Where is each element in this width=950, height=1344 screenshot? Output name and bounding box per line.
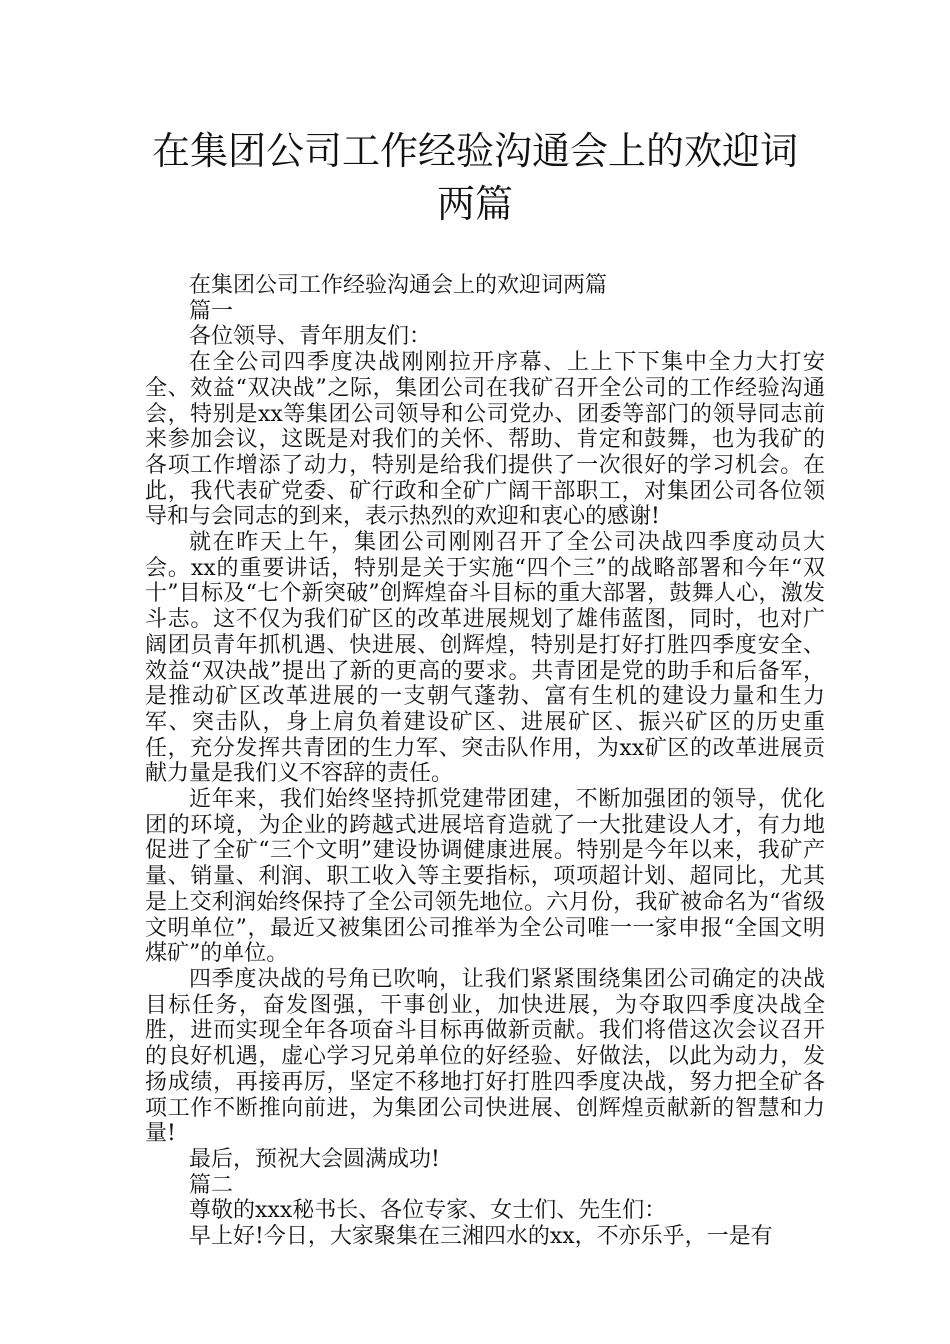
document-title: 在集团公司工作经验沟通会上的欢迎词两篇 [151, 129, 798, 226]
part-one-paragraph: 就在昨天上午，集团公司刚刚召开了全公司决战四季度动员大会。xx的重要讲话，特别是关于实施“四个三”的战略部署和今年“双十”目标及“七个新突破”创辉煌奋斗目标的重大部署，鼓舞人心，激发斗志。这不仅为我们矿区的改革进展规划了雄伟蓝图，同时，也对广阔团员青年抓机遇、快进展、创辉煌，特别是打好打胜四季度安全、效益“双决战”提出了新的更高的要求。共青团是党的助手和后备军，是推动矿区改革进展的一支朝气蓬勃、富有生机的建设力量和生力军、突击队，身上肩负着建设矿区、进展矿区、振兴矿区的历史重任，充分发挥共青团的生力军、突击队作用，为xx矿区的改革进展贡献力量是我们义不容辞的责任。 [145, 530, 825, 787]
part-one-paragraph: 四季度决战的号角已吹响，让我们紧紧围绕集团公司确定的决战目标任务，奋发图强，干事创业，加快进展，为夺取四季度决战全胜，进而实现全年各项奋斗目标再做新贡献。我们将借这次会议召开的良好机遇，虚心学习兄弟单位的好经验、好做法，以此为动力，发扬成绩，再接再厉，坚定不移地打好打胜四季度决战，努力把全矿各项工作不断推向前进，为集团公司快进展、创辉煌贡献新的智慧和力量! [145, 966, 825, 1147]
part-one-closing: 最后，预祝大会圆满成功! [189, 1146, 440, 1172]
part-two-salutation: 尊敬的xxx秘书长、各位专家、女士们、先生们： [189, 1198, 667, 1224]
part-two-opening: 早上好!今日，大家聚集在三湘四水的xx，不亦乐乎，一是有 [189, 1224, 773, 1250]
part-two-heading: 篇二 [189, 1172, 234, 1198]
part-one-paragraph: 近年来，我们始终坚持抓党建带团建，不断加强团的领导，优化团的环境，为企业的跨越式进展培育造就了一大批建设人才，有力地促进了全矿“三个文明”建设协调健康进展。特别是今年以来，我矿产量、销量、利润、职工收入等主要指标，项项超计划、超同比，尤其是上交利润始终保持了全公司领先地位。六月份，我矿被命名为“省级文明单位”，最近又被集团公司推举为全公司唯一一家申报“全国文明煤矿”的单位。 [145, 787, 825, 967]
part-one-paragraph: 在全公司四季度决战刚刚拉开序幕、上上下下集中全力大打安全、效益“双决战”之际，集团公司在我矿召开全公司的工作经验沟通会，特别是xx等集团公司领导和公司党办、团委等部门的领导同志前来参加会议，这既是对我们的关怀、帮助、肯定和鼓舞，也为我矿的各项工作增添了动力，特别是给我们提供了一次很好的学习机会。在此，我代表矿党委、矿行政和全矿广阔干部职工，对集团公司各位领导和与会同志的到来，表示热烈的欢迎和衷心的感谢! [145, 350, 825, 530]
document-subtitle: 在集团公司工作经验沟通会上的欢迎词两篇 [189, 273, 608, 298]
part-one-heading: 篇一 [189, 298, 234, 324]
part-one-salutation: 各位领导、青年朋友们： [189, 324, 432, 350]
document-body [145, 273, 825, 1250]
